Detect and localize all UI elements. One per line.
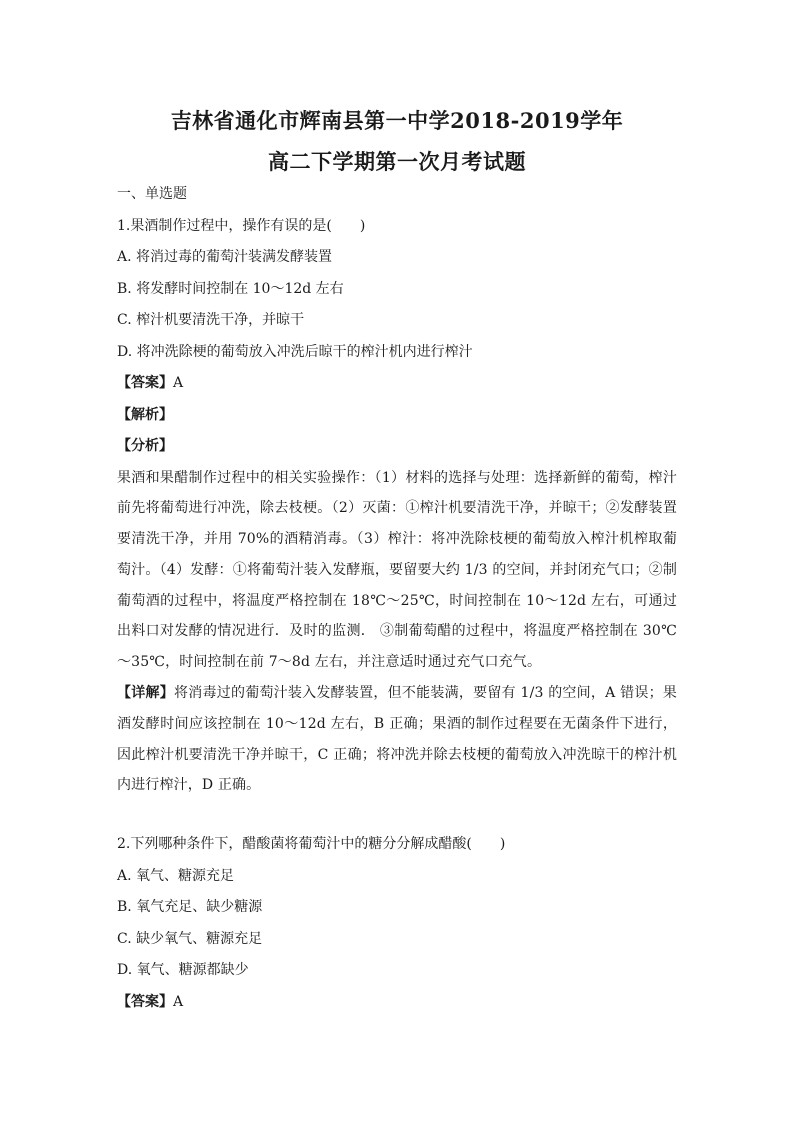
question-1-option-d: D. 将冲洗除梗的葡萄放入冲洗后晾干的榨汁机内进行榨汁 — [117, 343, 473, 360]
question-1-option-c: C. 榨汁机要清洗干净，并晾干 — [117, 312, 305, 328]
detail-label: 【详解】 — [117, 685, 174, 702]
detail-text: 将消毒过的葡萄汁装入发酵装置，但不能装满，要留有 1/3 的空间，A 错误；果酒发酵时间应该控制在 10～12d 左右，B 正确；果酒的制作过程要在无菌条件下进行，因此榨汁机要清洗干净并晾干，C 正确；将冲洗并除去枝梗的葡萄放入冲洗晾干的榨汁机内进行榨汁，D 正确。 — [117, 685, 677, 794]
question-2-option-c: C. 缺少氧气、糖源充足 — [117, 930, 263, 947]
question-1-option-b: B. 将发酵时间控制在 10～12d 左右 — [117, 280, 344, 297]
document-body — [117, 183, 677, 1022]
question-1-analysis: 果酒和果醋制作过程中的相关实验操作：（1）材料的选择与处理：选择新鲜的葡萄，榨汁前先将葡萄进行冲洗，除去枝梗。（2）灭菌：①榨汁机要清洗干净，并晾干；②发酵装置要清洗干净，并用 70%的酒精消毒。（3）榨汁：将冲洗除枝梗的葡萄放入榨汁机榨取葡萄汁。（4）发酵：①将葡萄汁装入发酵瓶，要留要大约 1/3 的空间，并封闭充气口；②制葡萄酒的过程中，将温度严格控制在 18℃～25℃，时间控制在 10～12d 左右，可通过出料口对发酵的情况进行．及时的监测． ③制葡萄醋的过程中，将温度严格控制在 30℃～35℃，时间控制在前 7～8d 左右，并注意适时通过充气口充气。 — [117, 469, 677, 671]
question-1-jiexi-label: 【解析】 — [117, 406, 173, 423]
question-2-option-b: B. 氧气充足、缺少糖源 — [117, 899, 263, 916]
answer-label: 【答案】 — [117, 375, 173, 391]
question-spacer — [117, 813, 677, 833]
question-1-detail — [117, 678, 677, 801]
document-title-line1: 吉林省通化市辉南县第一中学2018-2019学年 — [170, 108, 624, 133]
question-1-answer — [117, 372, 677, 394]
document-title-line2: 高二下学期第一次月考试题 — [268, 149, 526, 174]
question-2-stem: 2.下列哪种条件下，醋酸菌将葡萄汁中的糖分分解成醋酸( ) — [117, 836, 506, 853]
question-2-option-d: D. 氧气、糖源都缺少 — [117, 962, 249, 979]
question-2-option-a: A. 氧气、糖源充足 — [117, 867, 235, 884]
question-1-fenxi-label: 【分析】 — [117, 438, 173, 454]
answer-label: 【答案】 — [117, 993, 173, 1010]
question-2-answer — [117, 991, 677, 1013]
answer-value: A — [173, 993, 184, 1010]
question-1-option-a: A. 将消过毒的葡萄汁装满发酵装置 — [117, 249, 333, 265]
section-heading: 一、单选题 — [117, 186, 187, 202]
question-1-stem: 1.果酒制作过程中，操作有误的是( ) — [117, 217, 366, 234]
answer-value: A — [173, 375, 184, 391]
